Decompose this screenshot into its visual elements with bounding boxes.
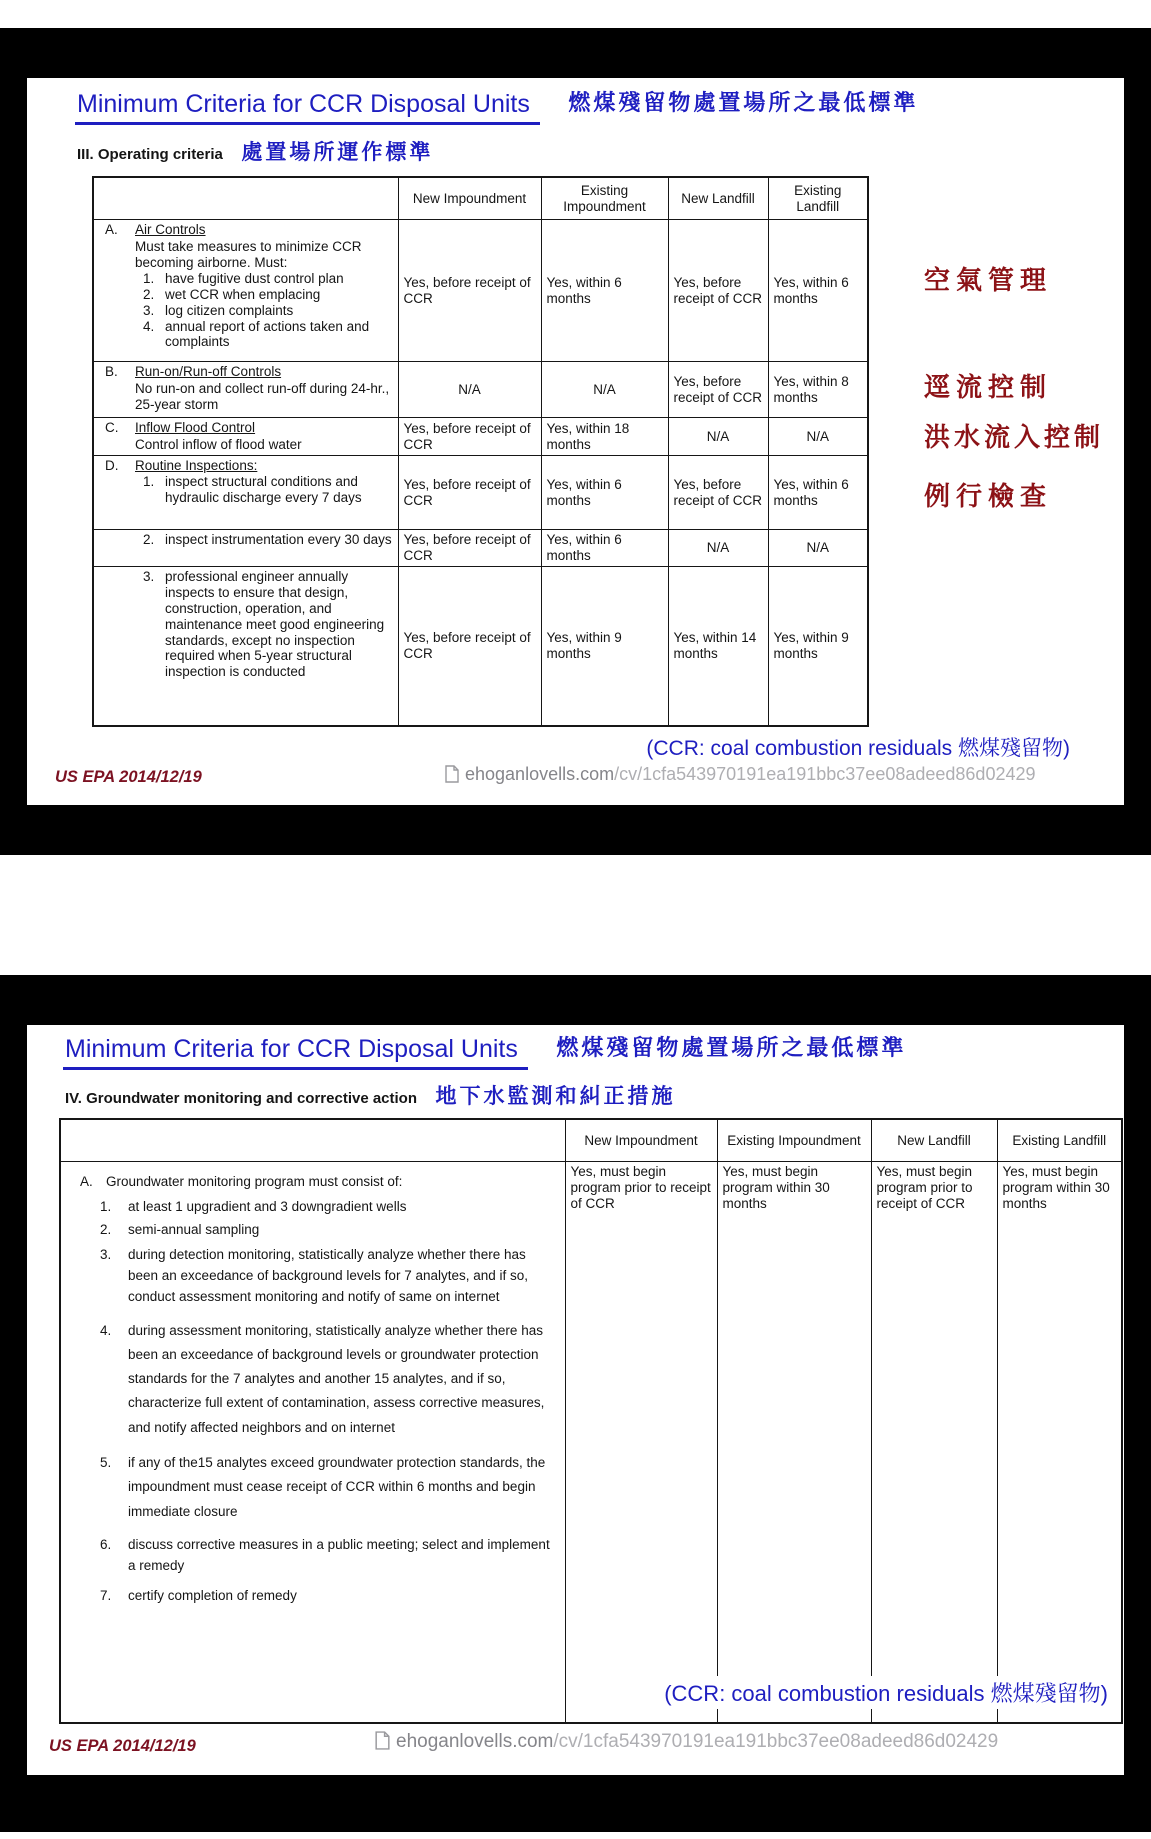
annotation-runoff-zh: 逕流控制 xyxy=(924,373,1053,403)
table-header-row xyxy=(60,1119,1122,1162)
item-text: have fugitive dust control plan xyxy=(165,270,344,286)
item-text: during assessment monitoring, statistically analyze whether there has been an exceedance of background levels or groundwater protection standards for the 7 analytes and another 15 analytes, and if so, characterize full extent of contamination, assess corrective measures, and notify affected neighbors and on internet xyxy=(128,1322,545,1435)
list-item xyxy=(143,474,393,506)
annotation-air-controls-zh: 空氣管理 xyxy=(924,266,1053,296)
value-cell: Yes, within 6 months xyxy=(768,456,868,530)
source-url-link[interactable] xyxy=(445,764,1036,788)
value-cell: Yes, within 6 months xyxy=(541,530,668,567)
list-item xyxy=(100,1451,554,1524)
item-text: inspect instrumentation every 30 days xyxy=(165,532,392,547)
ccr-definition-note: (CCR: coal combustion residuals 燃煤殘留物) xyxy=(642,731,1074,763)
operating-criteria-table xyxy=(92,176,869,727)
item-text: at least 1 upgradient and 3 downgradient wells xyxy=(128,1198,407,1214)
item-text: if any of the15 analytes exceed groundwater protection standards, the impoundment must cease receipt of CCR within 6 months and begin immediate closure xyxy=(128,1455,546,1519)
item-number: 3. xyxy=(143,302,155,318)
slide-title-zh: 燃煤殘留物處置場所之最低標準 xyxy=(568,90,919,115)
criterion-heading: Routine Inspections: xyxy=(135,458,258,473)
value-cell: Yes, before receipt of CCR xyxy=(668,362,768,418)
table-row xyxy=(60,1162,1122,1723)
item-number: 2. xyxy=(143,532,155,547)
url-domain: ehoganlovells.com xyxy=(465,764,615,784)
criterion-heading: Run-on/Run-off Controls xyxy=(135,364,282,379)
item-text: inspect structural conditions and hydraulic discharge every 7 days xyxy=(165,473,362,505)
value-cell: N/A xyxy=(541,362,668,418)
source-label: US EPA 2014/12/19 xyxy=(49,1737,196,1755)
value-cell: N/A xyxy=(398,362,541,418)
section-heading-zh: 地下水監測和糾正措施 xyxy=(435,1085,676,1108)
list-item xyxy=(143,287,393,303)
slide-2-title-row xyxy=(63,1031,906,1070)
section-heading-en: III. Operating criteria xyxy=(77,146,223,163)
item-text: log citizen complaints xyxy=(165,302,294,318)
section-heading-en: IV. Groundwater monitoring and corrective action xyxy=(65,1090,418,1107)
item-number: 5. xyxy=(100,1455,112,1471)
value-cell: Yes, must begin program within 30 months xyxy=(997,1162,1122,1723)
groundwater-criteria-table xyxy=(59,1118,1123,1724)
slide-gap xyxy=(0,855,1151,975)
item-number: 1. xyxy=(100,1198,112,1214)
value-cell: Yes, before receipt of CCR xyxy=(398,418,541,456)
list-item xyxy=(100,1199,554,1215)
item-text: discuss corrective measures in a public meeting; select and implement a remedy xyxy=(128,1536,550,1573)
list-item xyxy=(143,303,393,319)
criterion-letter: A. xyxy=(80,1174,93,1189)
document-icon xyxy=(445,765,459,788)
item-number: 6. xyxy=(100,1536,112,1552)
criteria-cell xyxy=(93,418,398,456)
list-item xyxy=(100,1588,554,1604)
item-text: during detection monitoring, statistically analyze whether there has been an exceedance of background levels for 7 analytes, and if so, conduct assessment monitoring and notify of same on internet xyxy=(128,1246,529,1304)
item-number: 1. xyxy=(143,270,155,286)
value-cell: Yes, within 6 months xyxy=(541,220,668,362)
value-cell: Yes, must begin program prior to receipt of CCR xyxy=(565,1162,717,1723)
criterion-body: Must take measures to minimize CCR becoming airborne. Must: xyxy=(135,238,362,270)
criterion-letter: D. xyxy=(105,458,119,473)
list-item xyxy=(143,569,393,680)
item-text: certify completion of remedy xyxy=(128,1587,297,1603)
item-number: 2. xyxy=(100,1221,112,1237)
header-existing-landfill: Existing Landfill xyxy=(997,1119,1122,1162)
criterion-heading: Inflow Flood Control xyxy=(135,420,256,435)
slide-2-frame xyxy=(0,975,1151,1832)
value-cell: Yes, within 9 months xyxy=(768,566,868,726)
header-new-landfill: New Landfill xyxy=(668,177,768,220)
list-item xyxy=(143,319,393,351)
item-text: annual report of actions taken and complaints xyxy=(165,318,370,350)
criteria-cell xyxy=(93,530,398,567)
item-number: 3. xyxy=(100,1246,112,1262)
list-item xyxy=(100,1222,554,1238)
value-cell: Yes, within 6 months xyxy=(768,220,868,362)
list-item xyxy=(100,1319,554,1440)
header-new-impoundment: New Impoundment xyxy=(565,1119,717,1162)
value-cell: Yes, before receipt of CCR xyxy=(398,456,541,530)
header-existing-landfill: Existing Landfill xyxy=(768,177,868,220)
source-label: US EPA 2014/12/19 xyxy=(55,768,202,786)
source-url-link[interactable] xyxy=(375,1731,998,1756)
item-number: 1. xyxy=(143,473,155,489)
table-row xyxy=(93,220,868,362)
item-text: semi-annual sampling xyxy=(128,1221,260,1237)
table-header-row xyxy=(93,177,868,220)
item-number: 4. xyxy=(143,318,155,334)
header-new-impoundment: New Impoundment xyxy=(398,177,541,220)
value-cell: N/A xyxy=(668,418,768,456)
url-domain: ehoganlovells.com xyxy=(396,1731,554,1752)
slide-2 xyxy=(27,1025,1124,1775)
slide-title-zh: 燃煤殘留物處置場所之最低標準 xyxy=(556,1035,907,1060)
value-cell: Yes, within 18 months xyxy=(541,418,668,456)
url-path: /cv/1cfa543970191ea191bbc37ee08adeed86d02429 xyxy=(553,1731,999,1752)
criteria-cell xyxy=(93,566,398,726)
item-text: professional engineer annually inspects to ensure that design, construction, operation, and maintenance meet good engineering standards, except no inspection required when 5-year structural inspection is conducted xyxy=(165,568,385,680)
list-item xyxy=(100,1245,554,1308)
value-cell: N/A xyxy=(768,530,868,567)
item-text: wet CCR when emplacing xyxy=(165,286,321,302)
criterion-heading: Groundwater monitoring program must consist of: xyxy=(106,1174,403,1189)
annotation-flood-zh: 洪水流入控制 xyxy=(924,423,1105,453)
section-heading-zh: 處置場所運作標準 xyxy=(241,141,434,164)
annotation-inspection-zh: 例行檢查 xyxy=(924,482,1053,512)
criteria-cell xyxy=(93,220,398,362)
header-existing-impoundment: Existing Impoundment xyxy=(717,1119,871,1162)
value-cell: Yes, within 9 months xyxy=(541,566,668,726)
slide-title-en: Minimum Criteria for CCR Disposal Units xyxy=(63,1035,528,1070)
url-path: /cv/1cfa543970191ea191bbc37ee08adeed86d02429 xyxy=(614,764,1036,784)
value-cell: Yes, within 6 months xyxy=(541,456,668,530)
value-cell: Yes, within 14 months xyxy=(668,566,768,726)
item-number: 4. xyxy=(100,1322,112,1338)
slide-1 xyxy=(27,78,1124,805)
criterion-letter: A. xyxy=(105,222,118,237)
slide-1-frame xyxy=(0,28,1151,855)
item-number: 7. xyxy=(100,1587,112,1603)
header-criteria xyxy=(93,177,398,220)
value-cell: N/A xyxy=(668,530,768,567)
table-row xyxy=(93,566,868,726)
value-cell: Yes, must begin program prior to receipt of CCR xyxy=(871,1162,997,1723)
value-cell: Yes, before receipt of CCR xyxy=(398,220,541,362)
header-existing-impoundment: Existing Impoundment xyxy=(541,177,668,220)
criteria-cell xyxy=(60,1162,565,1723)
criteria-cell xyxy=(93,362,398,418)
criterion-heading: Air Controls xyxy=(135,222,206,237)
criterion-letter: C. xyxy=(105,420,119,435)
header-criteria xyxy=(60,1119,565,1162)
table-row xyxy=(93,418,868,456)
list-item xyxy=(100,1535,554,1577)
item-number: 2. xyxy=(143,286,155,302)
slide-2-section-row xyxy=(65,1080,675,1110)
value-cell: Yes, before receipt of CCR xyxy=(398,566,541,726)
criterion-body: No run-on and collect run-off during 24-hr., 25-year storm xyxy=(135,380,390,412)
criteria-cell xyxy=(93,456,398,530)
table-row xyxy=(93,362,868,418)
table-row xyxy=(93,530,868,567)
ccr-definition-note: (CCR: coal combustion residuals 燃煤殘留物) xyxy=(660,1676,1112,1709)
value-cell: Yes, before receipt of CCR xyxy=(668,456,768,530)
value-cell: Yes, before receipt of CCR xyxy=(398,530,541,567)
list-item xyxy=(143,271,393,287)
value-cell: Yes, within 8 months xyxy=(768,362,868,418)
criterion-body: Control inflow of flood water xyxy=(135,436,302,452)
header-new-landfill: New Landfill xyxy=(871,1119,997,1162)
table-row xyxy=(93,456,868,530)
value-cell: Yes, must begin program within 30 months xyxy=(717,1162,871,1723)
value-cell: N/A xyxy=(768,418,868,456)
list-item xyxy=(143,532,393,548)
value-cell: Yes, before receipt of CCR xyxy=(668,220,768,362)
document-icon xyxy=(375,1731,390,1756)
slide-1-title-row xyxy=(75,86,918,125)
slide-1-section-row xyxy=(77,136,433,166)
criterion-letter: B. xyxy=(105,364,118,379)
slide-title-en: Minimum Criteria for CCR Disposal Units xyxy=(75,90,540,125)
item-number: 3. xyxy=(143,568,155,584)
